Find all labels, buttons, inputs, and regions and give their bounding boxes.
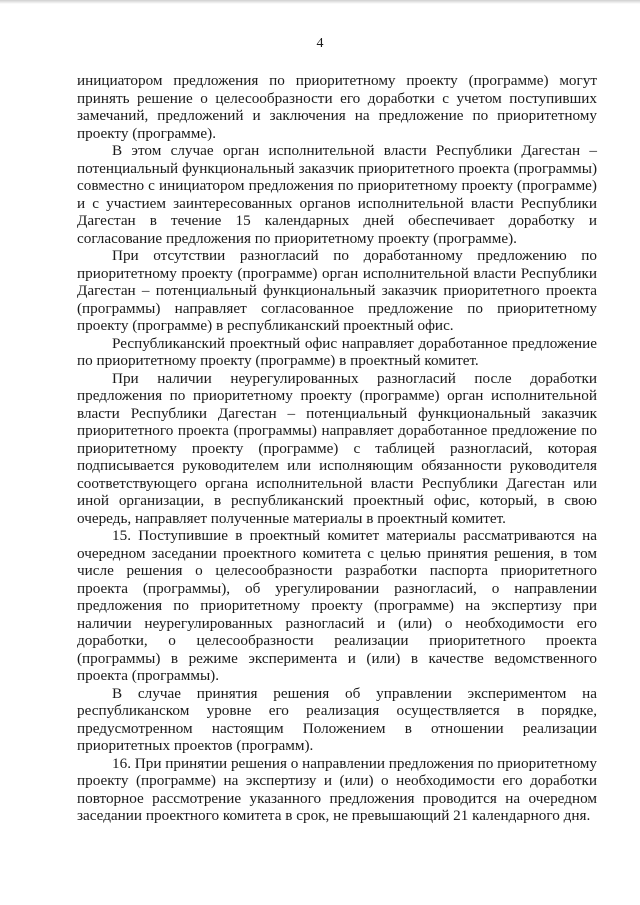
paragraph: Республиканский проектный офис направляет доработанное предложение по приоритетному проекту (программе) в проектный комитет. (77, 334, 597, 369)
paragraph: При наличии неурегулированных разногласий после доработки предложения по приоритетному проекту (программе) орган исполнительной власти Республики Дагестан – потенциальный функциональный заказчик приоритетного проекта (программы) направляет доработанное предложение по приоритетному проекту (программе) с таблицей разногласий, которая подписывается руководителем или исполняющим обязанности руководителя соответствующего органа исполнительной власти Республики Дагестан или иной организации, в республиканский проектный офис, который, в свою очередь, направляет полученные материалы в проектный комитет. (77, 369, 597, 527)
document-body (77, 72, 597, 825)
paragraph: В случае принятия решения об управлении экспериментом на республиканском уровне его реализация осуществляется в порядке, предусмотренном настоящим Положением в отношении реализации приоритетных проектов (программ). (77, 684, 597, 754)
page-number: 4 (316, 36, 324, 51)
paragraph: 15. Поступившие в проектный комитет материалы рассматриваются на очередном заседании проектного комитета с целью принятия решения, в том числе решения о целесообразности разработки паспорта приоритетного проекта (программы), об урегулировании разногласий, о направлении предложения по приоритетному проекту (программе) на экспертизу при наличии неурегулированных разногласий и (или) о необходимости его доработки, о целесообразности реализации приоритетного проекта (программы) в режиме эксперимента и (или) в качестве ведомственного проекта (программы). (77, 527, 597, 684)
paragraph: В этом случае орган исполнительной власти Республики Дагестан – потенциальный функциональный заказчик приоритетного проекта (программы) совместно с инициатором предложения по приоритетному проекту (программе) и с участием заинтересованных органов исполнительной власти Республики Дагестан в течение 15 календарных дней обеспечивает доработку и согласование предложения по приоритетному проекту (программе). (77, 142, 597, 247)
scan-edge (0, 0, 640, 4)
paragraph: 16. При принятии решения о направлении предложения по приоритетному проекту (программе) на экспертизу и (или) о необходимости его доработки повторное рассмотрение указанного предложения проводится на очередном заседании проектного комитета в срок, не превышающий 21 календарного дня. (77, 754, 597, 824)
paragraph: инициатором предложения по приоритетному проекту (программе) могут принять решение о целесообразности его доработки с учетом поступивших замечаний, предложений и заключения на предложение по приоритетному проекту (программе). (77, 72, 597, 142)
paragraph: При отсутствии разногласий по доработанному предложению по приоритетному проекту (программе) орган исполнительной власти Республики Дагестан – потенциальный функциональный заказчик приоритетного проекта (программы) направляет согласованное предложение по приоритетному проекту (программе) в республиканский проектный офис. (77, 247, 597, 334)
